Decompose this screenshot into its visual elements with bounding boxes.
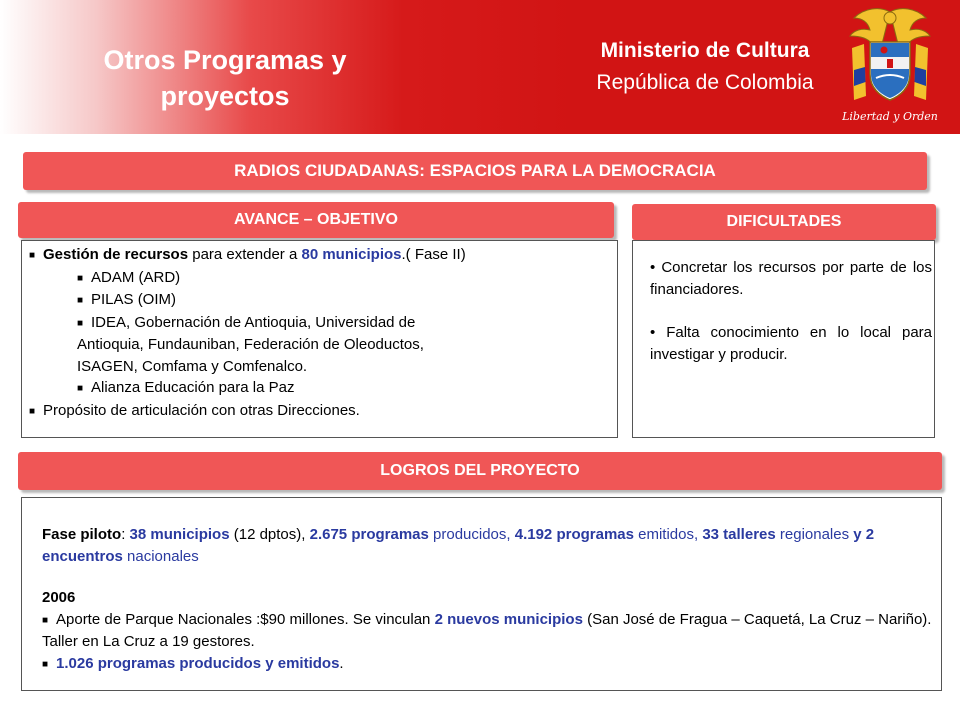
- banner-avance-objetivo: [18, 202, 614, 238]
- bullet-icon: •: [650, 324, 667, 341]
- logros-fase-label: Fase piloto: [42, 526, 122, 543]
- ministry-name: Ministerio de Cultura: [600, 39, 810, 62]
- bullet-icon: •: [650, 259, 662, 276]
- logros-talleres-num: 33 talleres: [702, 526, 776, 543]
- logros-b2-end: .: [339, 654, 344, 672]
- logros-producidos: producidos,: [428, 526, 515, 543]
- square-bullet-icon: ■: [77, 272, 84, 284]
- square-bullet-icon: ■: [77, 317, 84, 329]
- header-bar: [0, 0, 960, 134]
- avance-subitem-adam: [29, 267, 614, 290]
- logros-b1-highlight: 2 nuevos municipios: [434, 610, 583, 628]
- dificultades-list: [650, 257, 932, 365]
- logros-fase-piloto: [42, 524, 932, 567]
- dificultades-item1-text: Concretar los recursos por parte de los financiadores.: [650, 259, 932, 298]
- avance-sub2: PILAS (OIM): [91, 291, 177, 308]
- avance-box: [21, 240, 618, 438]
- logros-municipios: 38 municipios: [129, 526, 230, 543]
- avance-item2: Propósito de articulación con otras Direcciones.: [43, 401, 360, 419]
- square-bullet-icon: ■: [77, 295, 84, 306]
- dificultades-item-2: [650, 322, 932, 365]
- banner-radios-ciudadanas: [23, 152, 927, 190]
- logros-b2-highlight: 1.026 programas producidos y emitidos: [56, 654, 340, 672]
- avance-item1-end: .( Fase II): [401, 246, 466, 263]
- logros-programas-emitidos-num: 4.192 programas: [514, 526, 634, 543]
- logros-encuentros-num: y 2 encuentros: [42, 526, 875, 565]
- logros-emitidos: emitidos,: [633, 526, 703, 543]
- page-title-line1: Otros Programas y: [103, 45, 347, 75]
- banner-avance-label: AVANCE – OBJETIVO: [234, 211, 398, 228]
- logros-regionales: regionales: [775, 526, 854, 543]
- avance-sub3-line1: IDEA, Gobernación de Antioquia, Universidad de: [91, 313, 416, 331]
- emblem-motto: Libertad y Orden: [842, 110, 938, 123]
- square-bullet-icon: ■: [29, 405, 36, 417]
- avance-item1-highlight: 80 municipios: [301, 246, 402, 263]
- logros-item-programas: [42, 653, 932, 676]
- logros-box: [21, 497, 942, 691]
- banner-dificultades-label: DIFICULTADES: [726, 213, 842, 230]
- logros-b1-end: (San José de Fragua – Caquetá, La Cruz – Nariño). Taller en La Cruz a 19 gestores.: [42, 610, 932, 650]
- logros-colon: :: [121, 526, 130, 543]
- dificultades-item-1: [650, 257, 932, 300]
- page-title: [60, 42, 390, 114]
- dificultades-item2-text: Falta conocimiento en lo local para investigar y producir.: [650, 324, 932, 363]
- avance-item1-mid: para extender a: [188, 246, 302, 263]
- square-bullet-icon: ■: [77, 383, 84, 394]
- dificultades-box: [632, 240, 935, 438]
- banner-radios-label: RADIOS CIUDADANAS: ESPACIOS PARA LA DEMOCRACIA: [234, 161, 716, 180]
- avance-item1-bold: Gestión de recursos: [43, 246, 189, 263]
- ministry-country: República de Colombia: [596, 71, 814, 94]
- avance-subitem-pilas: [29, 289, 614, 312]
- square-bullet-icon: ■: [42, 658, 49, 670]
- logros-b1-start: Aporte de Parque Nacionales :$90 millones. Se vinculan: [56, 610, 435, 628]
- banner-dificultades: [632, 204, 936, 240]
- avance-sub3-line3: ISAGEN, Comfama y Comfenalco.: [77, 357, 308, 375]
- avance-sub3-line2: Antioquia, Fundauniban, Federación de Oleoductos,: [77, 336, 424, 353]
- square-bullet-icon: ■: [29, 250, 36, 261]
- avance-subitem-idea: [29, 312, 614, 378]
- logros-nacionales: nacionales: [122, 547, 199, 565]
- avance-sub4: Alianza Educación para la Paz: [91, 379, 295, 396]
- avance-sub1: ADAM (ARD): [91, 268, 181, 286]
- avance-item-proposito: [29, 400, 614, 423]
- logros-content: [42, 524, 932, 675]
- banner-logros: [18, 452, 942, 490]
- logros-year: 2006: [42, 589, 76, 606]
- avance-list: [29, 244, 614, 422]
- avance-subitem-alianza: [29, 377, 614, 400]
- logros-item-aporte: [42, 609, 932, 653]
- banner-logros-label: LOGROS DEL PROYECTO: [380, 462, 580, 479]
- square-bullet-icon: ■: [42, 614, 49, 626]
- logros-dptos: (12 dptos),: [229, 526, 310, 543]
- coat-of-arms-logo: [842, 4, 938, 128]
- page-title-line2: proyectos: [160, 81, 290, 111]
- avance-item-gestion: [29, 244, 614, 267]
- logros-programas-producidos-num: 2.675 programas: [309, 526, 429, 543]
